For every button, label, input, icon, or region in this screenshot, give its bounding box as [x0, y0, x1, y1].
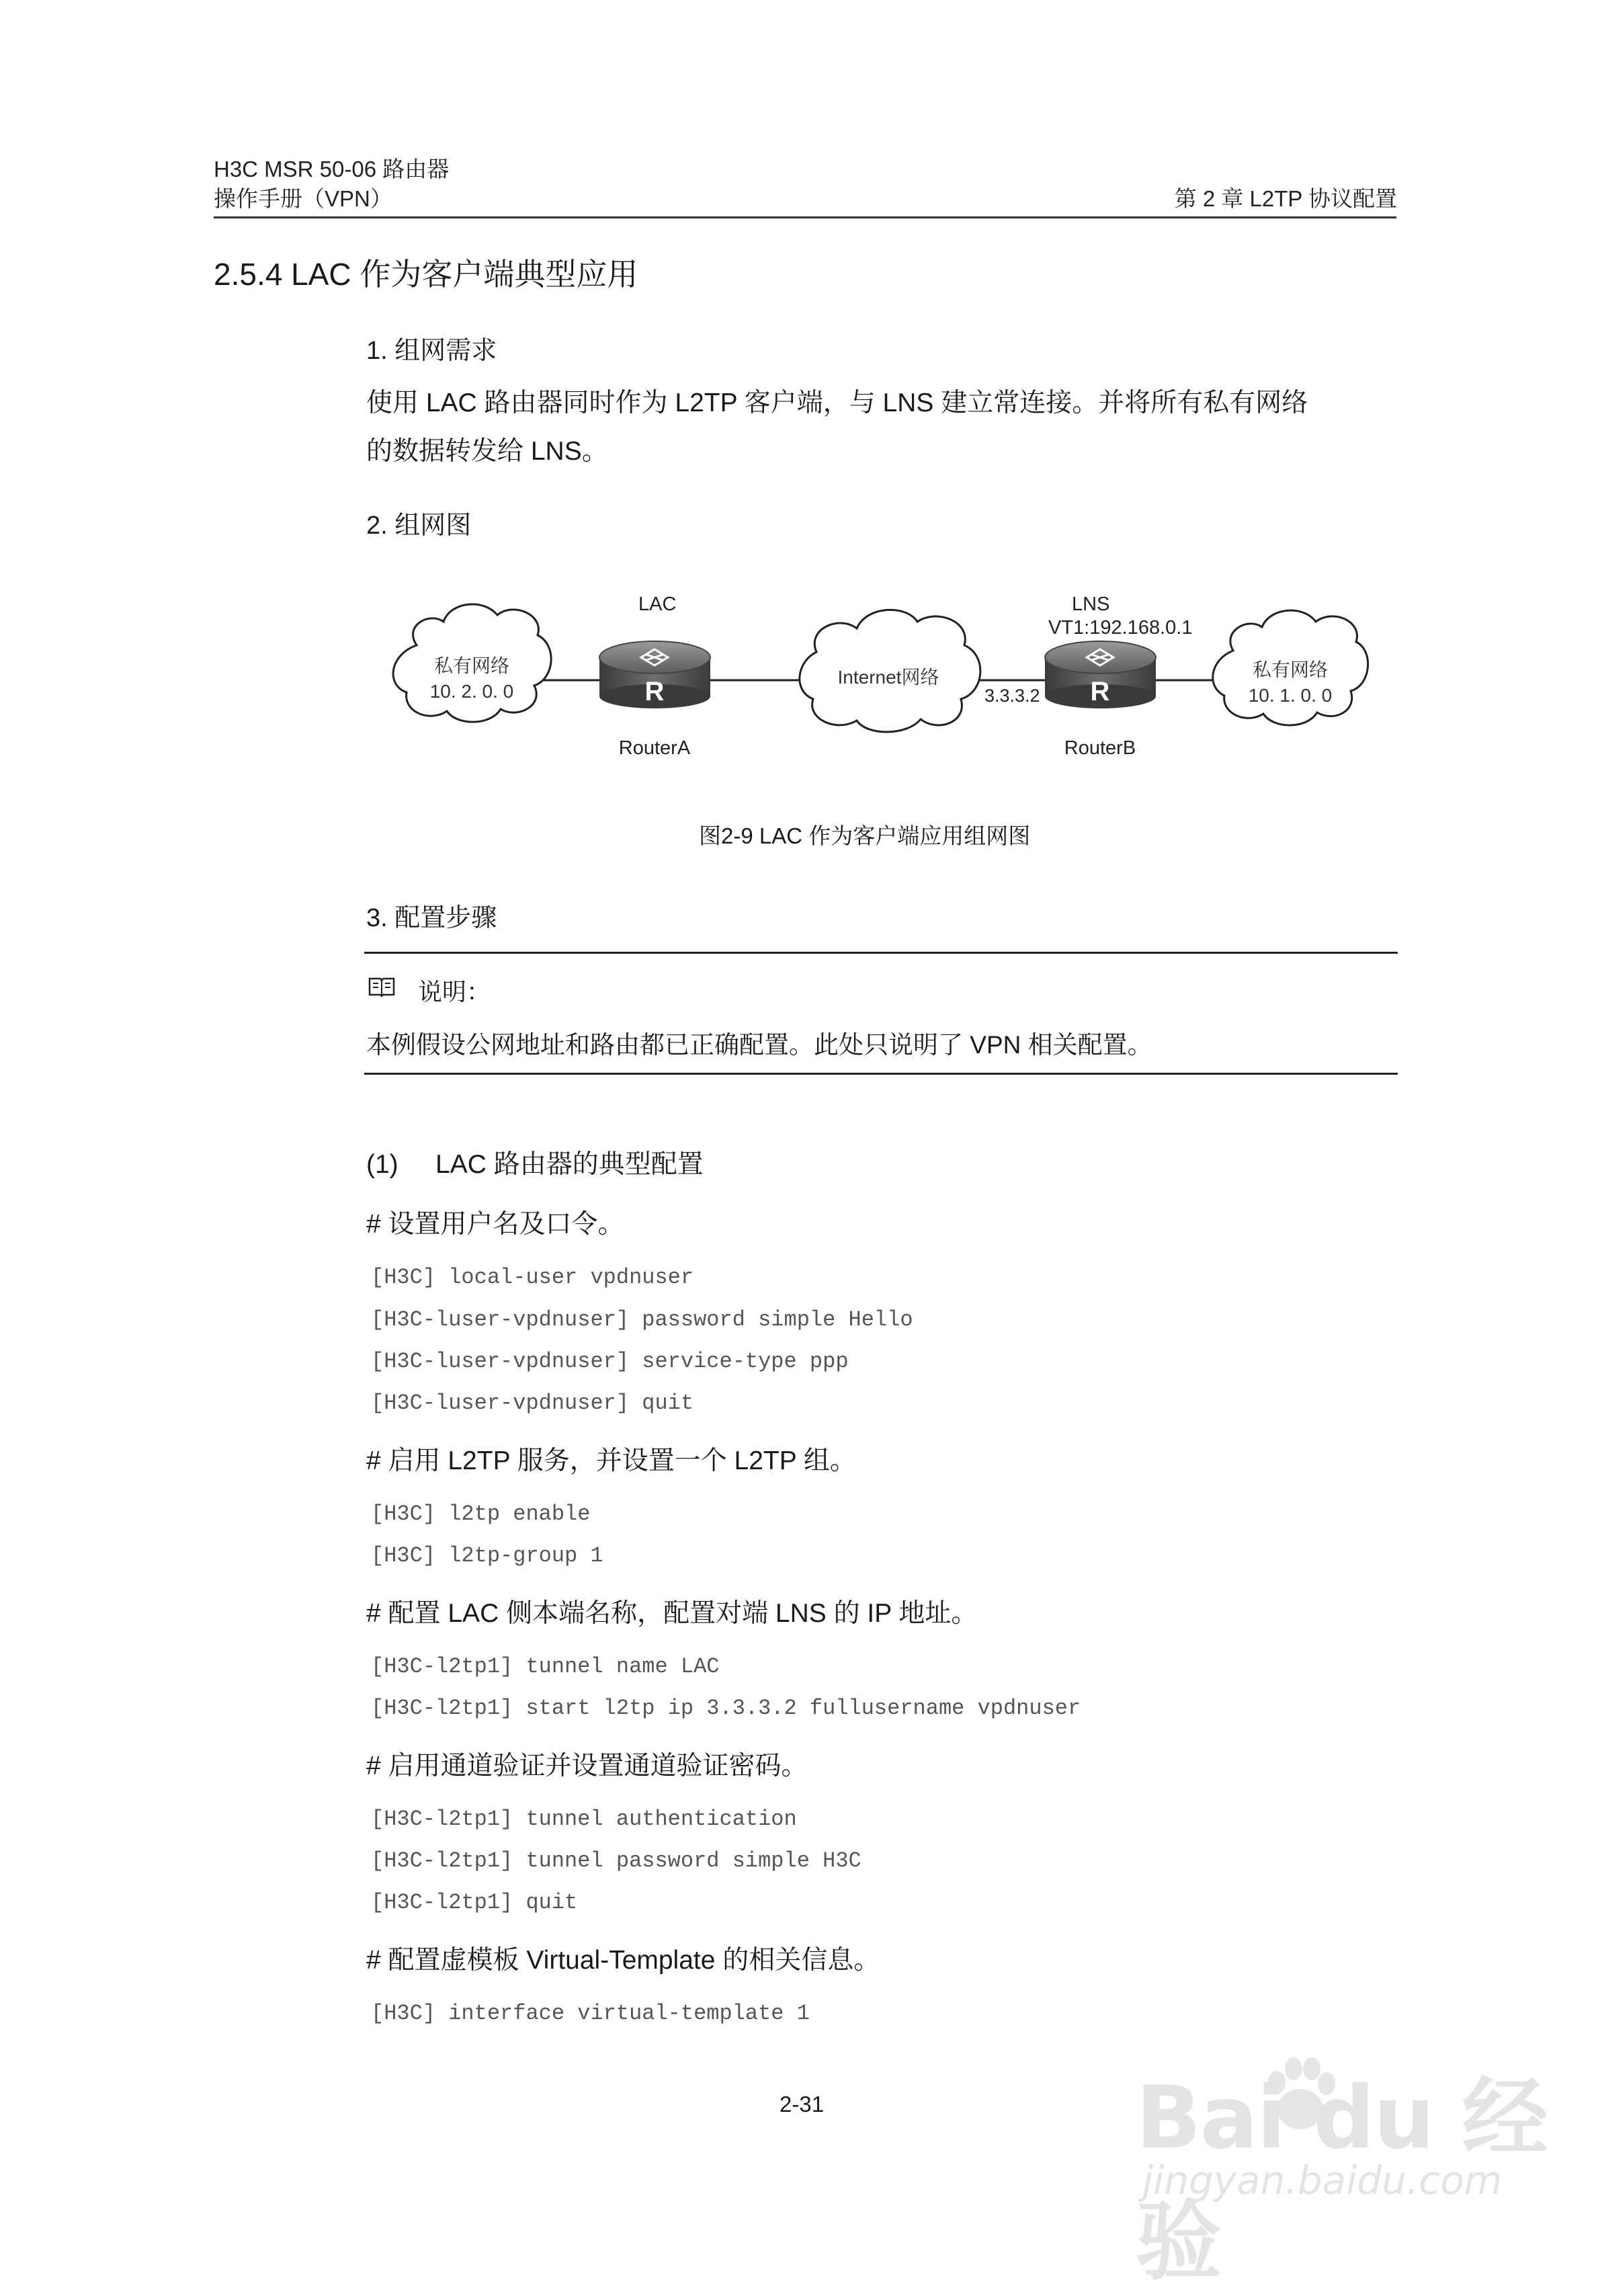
page-number: 2-31 — [780, 2092, 825, 2117]
router-b-label: RouterB — [1064, 737, 1136, 759]
note-top-rule — [364, 952, 1398, 954]
right-cloud-network: 10. 1. 0. 0 — [1248, 685, 1333, 706]
requirement-line-2: 的数据转发给 LNS。 — [366, 437, 608, 466]
code-line: [H3C-luser-vpdnuser] quit — [371, 1391, 694, 1416]
header-manual: 操作手册（VPN） — [214, 186, 392, 211]
lns-label: LNS — [1072, 593, 1110, 615]
header-product: H3C MSR 50-06 路由器 — [214, 157, 450, 181]
sub-heading-requirements: 1. 组网需求 — [366, 337, 497, 365]
comment-tunnel-auth: # 启用通道验证并设置通道验证密码。 — [366, 1752, 808, 1780]
ip-label: 3.3.3.2 — [984, 686, 1040, 706]
router-a-glyph: R — [644, 677, 665, 706]
comment-set-user: # 设置用户名及口令。 — [366, 1210, 624, 1239]
vt-address-label: VT1:192.168.0.1 — [1048, 617, 1193, 639]
code-line: [H3C-l2tp1] tunnel password simple H3C — [371, 1848, 861, 1873]
left-cloud-network: 10. 2. 0. 0 — [429, 681, 514, 702]
code-line: [H3C] l2tp enable — [371, 1502, 591, 1526]
code-line: [H3C-luser-vpdnuser] service-type ppp — [371, 1349, 849, 1374]
comment-enable-l2tp: # 启用 L2TP 服务，并设置一个 L2TP 组。 — [366, 1446, 856, 1475]
watermark-brand: Bai du 经验 — [1136, 2068, 1547, 2292]
header-chapter: 第 2 章 L2TP 协议配置 — [1174, 186, 1397, 211]
code-line: [H3C-l2tp1] tunnel name LAC — [371, 1654, 720, 1679]
lac-label: LAC — [638, 593, 677, 615]
note-text: 本例假设公网地址和路由都已正确配置。此处只说明了 VPN 相关配置。 — [366, 1031, 1152, 1059]
code-line: [H3C] interface virtual-template 1 — [371, 2001, 810, 2026]
sub-heading-diagram: 2. 组网图 — [366, 511, 472, 540]
code-line: [H3C-luser-vpdnuser] password simple Hello — [371, 1307, 913, 1332]
left-cloud-label: 私有网络 — [433, 655, 510, 676]
code-line: [H3C-l2tp1] start l2tp ip 3.3.3.2 fullusername vpdnuser — [371, 1696, 1081, 1721]
note-label: 说明： — [418, 978, 491, 1006]
comment-configure-lac: # 配置 LAC 侧本端名称，配置对端 LNS 的 IP 地址。 — [366, 1599, 978, 1628]
sub-heading-steps: 3. 配置步骤 — [366, 904, 497, 932]
code-line: [H3C-l2tp1] quit — [371, 1890, 578, 1915]
internet-cloud-label: Internet网络 — [837, 667, 939, 688]
watermark-url: jingyan.baidu.com — [1142, 2158, 1503, 2203]
requirement-line-1: 使用 LAC 路由器同时作为 L2TP 客户端，与 LNS 建立常连接。并将所有私有网络 — [366, 388, 1308, 417]
figure-caption: 图2-9 LAC 作为客户端应用组网图 — [699, 823, 1031, 848]
note-bottom-rule — [364, 1073, 1398, 1075]
section-title: 2.5.4 LAC 作为客户端典型应用 — [214, 257, 638, 292]
router-b-glyph: R — [1090, 677, 1110, 706]
comment-virtual-template: # 配置虚模板 Virtual-Template 的相关信息。 — [366, 1946, 880, 1975]
router-a-label: RouterA — [618, 737, 691, 759]
right-cloud-label: 私有网络 — [1252, 659, 1329, 680]
step-1-title: LAC 路由器的典型配置 — [435, 1150, 704, 1179]
book-icon — [368, 975, 395, 997]
code-line: [H3C] l2tp-group 1 — [371, 1543, 603, 1568]
network-diagram — [0, 0, 1600, 807]
code-line: [H3C] local-user vpdnuser — [371, 1265, 694, 1290]
code-line: [H3C-l2tp1] tunnel authentication — [371, 1807, 797, 1832]
step-1-number: (1) — [366, 1150, 398, 1179]
